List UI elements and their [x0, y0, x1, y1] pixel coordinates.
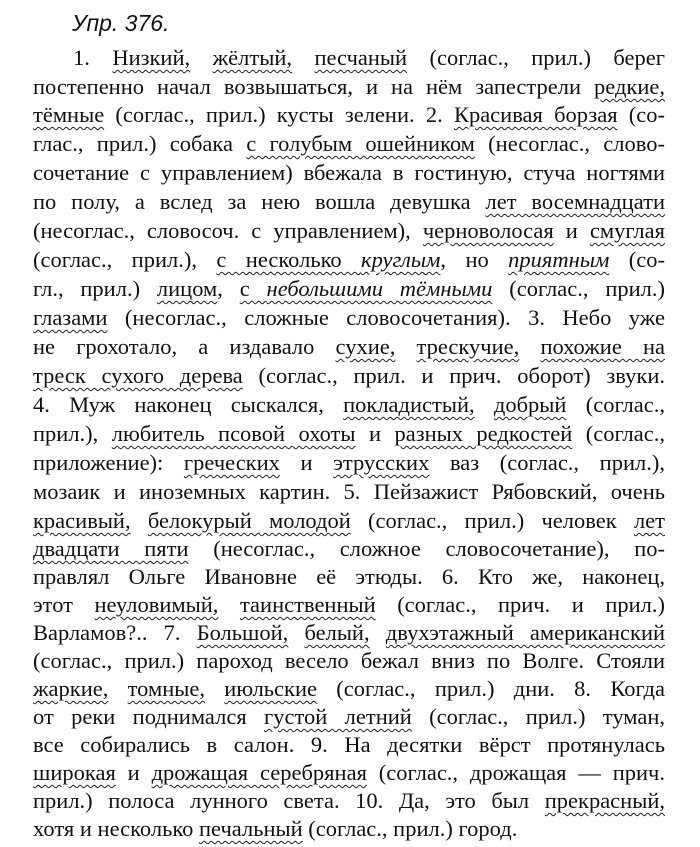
text-segment: (соглас., прил.) туман, — [411, 704, 666, 729]
text-segment: (соглас., — [572, 421, 665, 446]
underlined-phrase: Низкий, — [112, 45, 191, 70]
underlined-phrase: с голубым ошейником — [246, 131, 475, 156]
text-line — [33, 535, 665, 563]
underlined-italic-phrase: небольшими тёмными — [266, 276, 493, 301]
underlined-phrase: белокурый молодой — [147, 508, 351, 533]
text-segment: (соглас., — [566, 392, 666, 417]
text-line — [33, 703, 665, 731]
underlined-phrase: с — [239, 276, 267, 301]
underlined-phrase: лет восемнадцати — [485, 189, 665, 214]
text-segment: этот — [33, 592, 95, 617]
text-segment: приложение): — [33, 450, 184, 475]
text-segment: (соглас., прил.) город. — [302, 816, 518, 841]
underlined-phrase: песчаный — [314, 45, 408, 70]
text-segment: (соглас., прил. и прич. оборот) звуки. — [242, 363, 665, 388]
text-segment: постепенно начал возвышаться, и на нём запестрели — [33, 74, 595, 99]
underlined-phrase: широкая — [33, 760, 116, 785]
text-segment: (несоглас., сложные словосочетания). 3. Небо уже — [107, 305, 665, 330]
underlined-phrase: жёлтый, — [212, 45, 292, 70]
underlined-phrase: лет — [633, 508, 665, 533]
text-segment: (со- — [617, 102, 665, 127]
text-segment: (соглас., прил.) пароход весело бежал вниз по Волге. Стояли — [33, 648, 665, 673]
text-segment: правлял Ольге Ивановне её этюды. 6. Кто же, наконец, — [33, 564, 665, 589]
text-segment — [218, 592, 240, 617]
text-segment — [190, 45, 212, 70]
text-segment: по полу, а вслед за нею вошла девушка — [33, 189, 486, 214]
underlined-italic-phrase: приятным — [508, 247, 610, 272]
underlined-phrase: покладистый, — [343, 392, 475, 417]
underlined-phrase: смуглая — [589, 218, 665, 243]
text-segment: (соглас., дрожащая — прич. — [366, 760, 665, 785]
text-segment: (несоглас., сложное словосочетание), по- — [188, 536, 666, 561]
text-segment: (соглас., прил.) берег — [407, 45, 665, 70]
text-segment: (соглас., прил.) дни. 8. Когда — [317, 676, 665, 701]
text-segment: 1. — [73, 45, 113, 70]
text-segment: (соглас., прич. и прил.) — [375, 592, 666, 617]
text-line — [33, 507, 665, 535]
text-segment: (соглас., прил.) кусты зелени. 2. — [104, 102, 454, 127]
text-segment: прил.) полоса лунного света. 10. Да, это был — [33, 788, 545, 813]
underlined-phrase: белый, — [304, 620, 370, 645]
text-segment: но — [446, 247, 509, 272]
underlined-phrase: прекрасный, — [544, 788, 665, 813]
text-segment: от реки поднимался — [33, 704, 265, 729]
text-segment: и — [115, 760, 152, 785]
text-line — [33, 787, 665, 815]
text-segment: , — [440, 247, 447, 272]
text-segment: и — [279, 450, 334, 475]
underlined-phrase: июльские — [224, 676, 318, 701]
text-line — [73, 44, 665, 72]
underlined-phrase: двадцати пяти — [33, 536, 189, 561]
text-segment: (соглас., прил.), — [33, 247, 217, 272]
text-segment: ваз (соглас., прил.), — [429, 450, 665, 475]
exercise-title: Упр. 376. — [72, 10, 170, 36]
underlined-phrase: тёмные — [33, 102, 105, 127]
text-segment: не грохотало, а издавало — [33, 334, 336, 359]
underlined-phrase: сухие, — [335, 334, 396, 359]
text-segment: мозаик и иноземных картин. 5. Пейзажист Рябовский, очень — [33, 479, 665, 504]
text-line — [33, 563, 665, 591]
text-line — [33, 675, 665, 703]
text-segment: (несоглас., словосоч. с управлением), — [33, 218, 423, 243]
text-segment: (со- — [609, 247, 665, 272]
underlined-phrase: Красивая борзая — [453, 102, 618, 127]
text-segment — [475, 392, 494, 417]
text-line — [33, 449, 665, 477]
underlined-phrase: похожие на — [540, 334, 666, 359]
text-line — [33, 362, 665, 390]
underlined-phrase: томные, — [127, 676, 206, 701]
underlined-phrase: трескучие, — [416, 334, 520, 359]
underlined-phrase: неуловимый, — [94, 592, 219, 617]
underlined-phrase: черноволосая — [422, 218, 554, 243]
text-line — [33, 420, 665, 448]
underlined-phrase: глазами — [33, 305, 108, 330]
underlined-phrase: лицом — [156, 276, 218, 301]
text-segment: гл., прил.) — [33, 276, 157, 301]
underlined-phrase: треск сухого дерева — [33, 363, 243, 388]
underlined-phrase: таинственный — [239, 592, 376, 617]
underlined-phrase: двухэтажный американский — [385, 620, 666, 645]
text-segment: (соглас., прил.) человек — [350, 508, 634, 533]
text-segment — [131, 508, 148, 533]
underlined-phrase: греческих — [183, 450, 280, 475]
text-line — [33, 478, 665, 506]
text-line — [33, 101, 665, 129]
text-line — [33, 217, 665, 245]
text-segment: глас., прил.) собака — [33, 131, 247, 156]
text-segment — [292, 45, 314, 70]
text-line — [33, 130, 665, 158]
underlined-phrase: с несколько — [216, 247, 362, 272]
text-segment: все собирались в салон. 9. На десятки вёрст протянулась — [33, 732, 665, 757]
underlined-phrase: печальный — [199, 816, 303, 841]
text-line — [33, 188, 665, 216]
text-line — [33, 591, 665, 619]
text-line — [33, 647, 665, 675]
text-line — [33, 73, 665, 101]
text-line — [33, 759, 665, 787]
text-segment — [370, 620, 386, 645]
text-line — [33, 159, 665, 187]
text-line — [33, 304, 665, 332]
underlined-phrase: добрый — [493, 392, 567, 417]
underlined-phrase: редкие, — [594, 74, 665, 99]
text-segment — [519, 334, 540, 359]
text-segment: , — [217, 276, 240, 301]
underlined-phrase: любитель псовой охоты — [111, 421, 356, 446]
text-line — [33, 246, 665, 274]
text-segment: и — [355, 421, 395, 446]
text-line — [33, 815, 665, 843]
text-segment — [288, 620, 304, 645]
underlined-italic-phrase: круглым — [361, 247, 441, 272]
text-segment: прил.), — [33, 421, 112, 446]
text-line — [33, 333, 665, 361]
underlined-phrase: этрусских — [333, 450, 430, 475]
text-segment: и — [553, 218, 590, 243]
text-line — [33, 391, 665, 419]
text-segment: 4. Муж наконец сыскался, — [33, 392, 344, 417]
underlined-phrase: разных редкостей — [394, 421, 573, 446]
text-segment: (соглас., прил.) — [492, 276, 666, 301]
text-line — [33, 619, 665, 647]
underlined-phrase: жаркие, — [33, 676, 109, 701]
underlined-phrase: красивый, — [33, 508, 131, 533]
text-segment — [205, 676, 224, 701]
underlined-phrase: густой летний — [264, 704, 412, 729]
text-segment: сочетание с управлением) вбежала в гостиную, стуча ногтями — [33, 160, 665, 185]
underlined-phrase: дрожащая серебряная — [151, 760, 367, 785]
underlined-phrase: Большой, — [196, 620, 289, 645]
text-segment — [395, 334, 416, 359]
text-segment — [108, 676, 127, 701]
text-line — [33, 731, 665, 759]
text-line — [33, 275, 665, 303]
text-segment: хотя и несколько — [33, 816, 199, 841]
text-segment: (несоглас., слово- — [474, 131, 665, 156]
text-segment: Варламов?.. 7. — [33, 620, 197, 645]
